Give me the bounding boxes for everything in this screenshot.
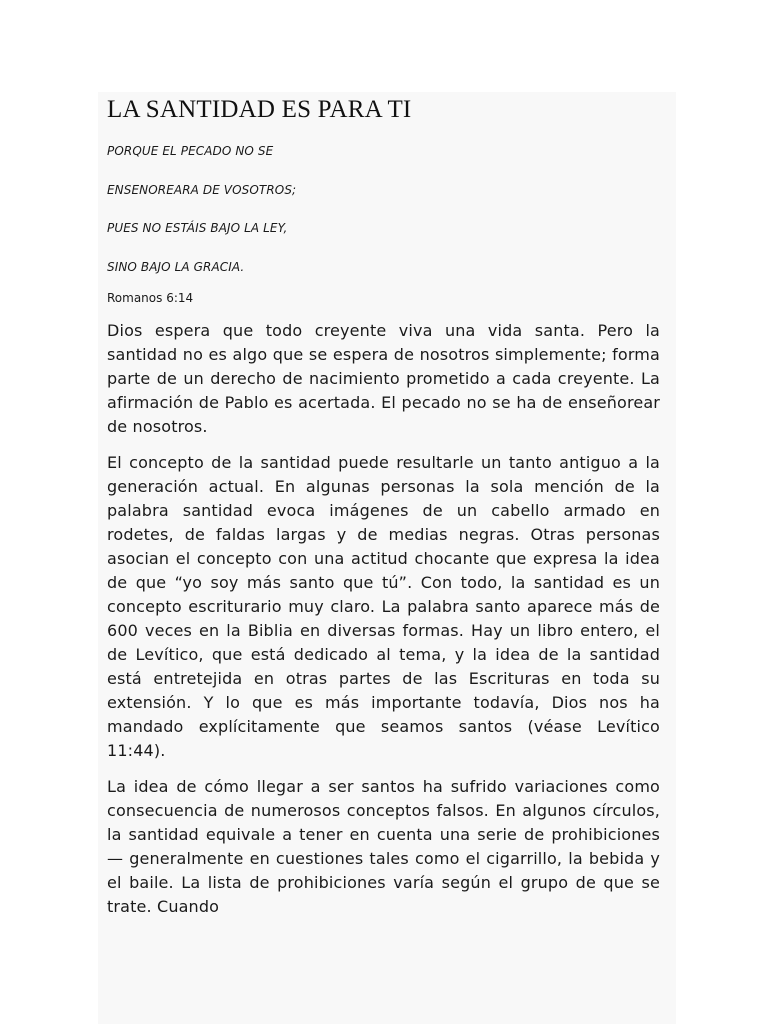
epigraph-line: SINO BAJO LA GRACIA. (107, 259, 245, 274)
epigraph-line: ENSENOREARA DE VOSOTROS; (107, 182, 297, 197)
document-page (98, 92, 676, 1024)
epigraph-reference: Romanos 6:14 (107, 291, 194, 305)
document-content (107, 92, 660, 931)
paragraph: Dios espera que todo creyente viva una vida santa. Pero la santidad no es algo que se espera de nosotros simplemente; forma parte de un derecho de nacimiento prometido a cada creyente. La afirmación de Pablo es acertada. El pecado no se ha de enseñorear de nosotros. (107, 321, 660, 436)
epigraph (107, 132, 660, 319)
paragraph: La idea de cómo llegar a ser santos ha sufrido variaciones como consecuencia de numerosos conceptos falsos. En algunos círculos, la santidad equivale a tener en cuenta una serie de prohibiciones — generalmente en cuestiones tales como el cigarrillo, la bebida y el baile. La lista de prohibiciones varía según el grupo de que se trate. Cuando (107, 777, 660, 916)
epigraph-line: PORQUE EL PECADO NO SE (107, 144, 274, 158)
body-text (107, 319, 660, 919)
document-title: LA SANTIDAD ES PARA TI (107, 96, 412, 123)
epigraph-line: PUES NO ESTÁIS BAJO LA LEY, (107, 221, 288, 235)
paragraph: El concepto de la santidad puede resultarle un tanto antiguo a la generación actual. En algunas personas la sola mención de la palabra santidad evoca imágenes de un cabello armado en rodetes, de faldas largas y de medias negras. Otras personas asocian el concepto con una actitud chocante que expresa la idea de que “yo soy más santo que tú”. Con todo, la santidad es un concepto escriturario muy claro. La palabra santo aparece más de 600 veces en la Biblia en diversas formas. Hay un libro entero, el de Levítico, que está dedicado al tema, y la idea de la santidad está entretejida en otras partes de las Escrituras en toda su extensión. Y lo que es más importante todavía, Dios nos ha mandado explícitamente que seamos santos (véase Levítico 11:44). (107, 453, 660, 760)
